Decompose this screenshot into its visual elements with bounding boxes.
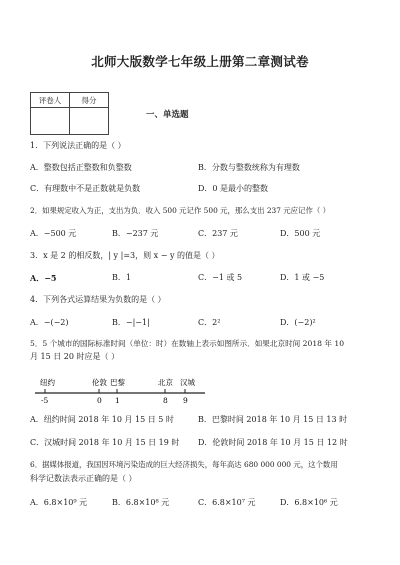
- reviewer-header: 评卷人: [31, 93, 70, 108]
- question-6-option-d[interactable]: D．6.8×10⁶ 元: [280, 498, 338, 507]
- question-5-option-b[interactable]: B．巴黎时间 2018 年 10 月 15 日 13 时: [198, 415, 348, 424]
- question-4-option-c[interactable]: C．2²: [198, 318, 221, 327]
- question-6-option-c[interactable]: C．6.8×10⁷ 元: [198, 498, 256, 507]
- question-3-option-c[interactable]: C．−1 或 5: [198, 273, 243, 282]
- question-5-option-d[interactable]: D．伦敦时间 2018 年 10 月 15 日 12 时: [198, 438, 348, 447]
- score-header: 得分: [70, 93, 109, 108]
- question-1-stem: 1．下列说法正确的是（ ）: [30, 141, 126, 150]
- question-4-stem: 4．下列各式运算结果为负数的是（ ）: [30, 295, 166, 304]
- question-1-option-a[interactable]: A．整数包括正整数和负整数: [30, 163, 132, 172]
- city-label-seoul: 汉城: [180, 378, 195, 387]
- question-5-option-a[interactable]: A．纽约时间 2018 年 10 月 15 日 5 时: [30, 415, 174, 424]
- question-5-stem-line-1: 5．5 个城市的国际标准时间（单位：时）在数轴上表示如图所示．如果北京时间 2018 年 10: [30, 339, 345, 348]
- question-3-stem: 3．x 是 2 的相反数，| y |=3，则 x − y 的值是（ ）: [30, 251, 220, 260]
- tick-label: 0: [97, 396, 102, 405]
- tick-label: 8: [163, 396, 168, 405]
- question-4-option-a[interactable]: A．−(−2): [30, 318, 69, 327]
- question-2-option-a[interactable]: A．−500 元: [30, 229, 77, 238]
- question-1-option-c[interactable]: C．有理数中不是正数就是负数: [30, 184, 141, 193]
- city-label-beijing: 北京: [158, 378, 173, 387]
- section-heading: 一、单选题: [146, 110, 189, 120]
- tick-label: -5: [41, 396, 49, 405]
- tick-label: 9: [183, 396, 188, 405]
- question-6-option-a[interactable]: A．6.8×10⁹ 元: [30, 498, 88, 507]
- question-3-option-d[interactable]: D．1 或 −5: [280, 273, 325, 282]
- page-title: 北师大版数学七年级上册第二章测试卷: [91, 54, 309, 69]
- question-2-option-c[interactable]: C．237 元: [198, 229, 238, 238]
- question-2-stem: 2．如果规定收入为正，支出为负．收入 500 元记作 500 元，那么支出 237 元应记作（ ）: [30, 206, 330, 215]
- question-6-option-b[interactable]: B．6.8×10⁸ 元: [112, 498, 170, 507]
- question-6-stem-line-2: 科学记数法表示正确的是（ ）: [30, 474, 137, 483]
- tick-label: 1: [115, 396, 120, 405]
- question-4-option-b[interactable]: B．−|−1|: [112, 318, 150, 327]
- question-4-option-d[interactable]: D．(−2)²: [280, 318, 316, 327]
- question-6-stem-line-1: 6．据媒体报道，我国因环境污染造成的巨大经济损失，每年高达 680 000 000 元，这个数用: [30, 460, 338, 469]
- question-2-option-b[interactable]: B．−237 元: [112, 229, 159, 238]
- question-5-stem-line-2: 月 15 日 20 时应是（ ）: [30, 352, 120, 361]
- question-1-option-b[interactable]: B．分数与整数统称为有理数: [198, 163, 300, 172]
- question-1-option-d[interactable]: D．0 是最小的整数: [198, 184, 269, 193]
- question-3-option-b[interactable]: B．1: [112, 273, 131, 282]
- city-label-newyork: 纽约: [40, 378, 55, 387]
- question-3-option-a[interactable]: A．−5: [30, 273, 57, 283]
- question-2-option-d[interactable]: D．500 元: [280, 229, 321, 238]
- city-label-paris: 巴黎: [110, 378, 125, 387]
- city-label-london: 伦敦: [92, 378, 107, 387]
- question-5-option-c[interactable]: C．汉城时间 2018 年 10 月 15 日 19 时: [30, 438, 180, 447]
